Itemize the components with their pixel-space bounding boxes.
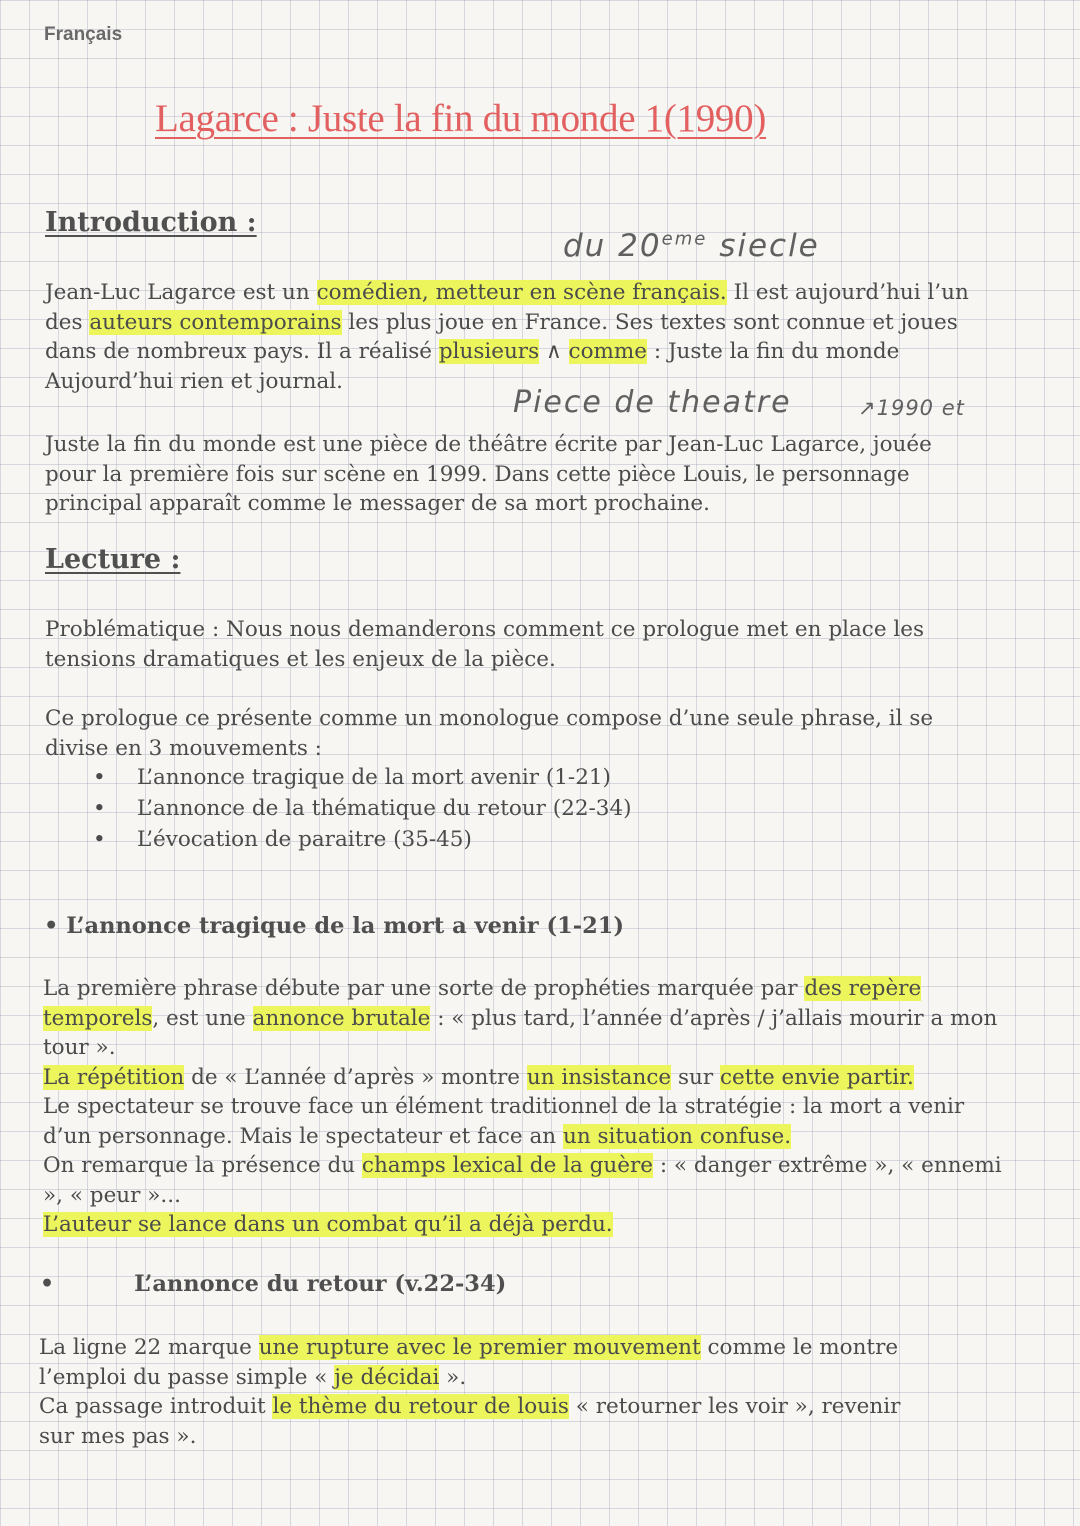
- text: On remarque la présence du: [43, 1153, 362, 1178]
- highlight: champs lexical de la guère: [361, 1153, 653, 1178]
- intro-text: Il est aujourd’hui l’un des: [45, 280, 969, 335]
- highlight: un insistance: [526, 1064, 672, 1090]
- section-2-title-text: L’annonce du retour (v.22-34): [134, 1271, 507, 1297]
- subject-label: Français: [44, 24, 123, 45]
- highlight: L’auteur se lance dans un combat qu’il a déjà perdu.: [43, 1212, 613, 1237]
- section-1-body: [43, 974, 1003, 1240]
- handnote-century-word: siecle: [719, 228, 820, 264]
- highlight: un situation confuse.: [562, 1123, 792, 1149]
- highlight: cette envie partir.: [719, 1064, 914, 1090]
- highlight: auteurs contemporains: [89, 309, 342, 335]
- section-2-sentence-2: [39, 1392, 939, 1451]
- text: ».: [439, 1364, 467, 1390]
- section-1-sentence-4: [43, 1151, 1003, 1210]
- handnote-date: ↗1990 et: [858, 396, 965, 420]
- text: « retourner les voir », revenir sur mes pas ».: [39, 1394, 901, 1449]
- section-1-title-text: L’annonce tragique de la mort a venir (1-21): [66, 913, 625, 939]
- text: La ligne 22 marque: [39, 1335, 259, 1360]
- lecture-heading: Lecture :: [45, 544, 181, 575]
- section-2-body: [39, 1333, 939, 1451]
- bullet: •: [40, 1271, 55, 1297]
- section-1-sentence-1: [43, 974, 1003, 1063]
- section-1-title: [44, 913, 624, 939]
- text: Ca passage introduit: [39, 1394, 273, 1419]
- highlight: comédien, metteur en scène français.: [316, 280, 727, 305]
- intro-paragraph-2: Juste la fin du monde est une pièce de théâtre écrite par Jean-Luc Lagarce, jouée pour la première fois sur scène en 1999. Dans cette pièce Louis, le personnage principal apparaît comme le messager de sa mort prochaine.: [45, 432, 932, 516]
- text: comme le montre l’emploi du passe simple «: [39, 1335, 899, 1390]
- problematique: Problématique : Nous nous demanderons comment ce prologue met en place les tensions dramatiques et les enjeux de la pièce.: [45, 617, 925, 672]
- section-1-sentence-2: [43, 1063, 1003, 1093]
- section-1-sentence-5: [43, 1210, 1003, 1240]
- section-1-sentence-3: [43, 1092, 1003, 1151]
- highlight: comme: [568, 339, 648, 364]
- highlight: le thème du retour de louis: [272, 1394, 569, 1419]
- list-item: • L’annonce tragique de la mort avenir (1-21): [45, 762, 632, 793]
- text: sur: [671, 1064, 720, 1090]
- text: Le spectateur se trouve face un élément traditionnel de la stratégie : la mort a venir d’un personnage. Mais le spectateur et face an: [43, 1094, 965, 1149]
- section-2-sentence-1: [39, 1333, 939, 1392]
- section-2-title: [40, 1271, 506, 1297]
- handnote-piece: Piece de theatre: [513, 385, 792, 420]
- movement-list: [45, 762, 632, 855]
- text: La première phrase débute par une sorte de prophéties marquée par: [43, 976, 805, 1001]
- highlight: une rupture avec le premier mouvement: [258, 1335, 701, 1360]
- text: de « L’année d’après » montre: [184, 1064, 527, 1090]
- bullet: •: [44, 913, 59, 939]
- list-item: • L’annonce de la thématique du retour (22-34): [45, 793, 632, 824]
- highlight: annonce brutale: [252, 1005, 431, 1031]
- handnote-century-text: du 20: [563, 228, 662, 264]
- highlight: des repère temporels: [43, 976, 922, 1031]
- insertion-caret: ∧: [545, 339, 562, 364]
- intro-heading: Introduction :: [45, 207, 257, 238]
- structure-intro: Ce prologue ce présente comme un monologue compose d’une seule phrase, il se divise en 3 mouvements :: [45, 706, 934, 761]
- handnote-century-sup: eme: [661, 228, 708, 250]
- highlight: La répétition: [43, 1064, 185, 1090]
- intro-text: Jean-Luc Lagarce est un: [45, 280, 317, 305]
- handnote-century: [563, 228, 820, 264]
- intro-paragraph-1: [45, 278, 985, 396]
- intro-text: les plus joue en France. Ses textes sont connue et joues dans de nombreux pays. Il a réalisé: [45, 309, 958, 364]
- text: : « plus tard, l’année d’après / j’allais mourir a mon tour ».: [43, 1005, 998, 1060]
- text: : « danger extrême », « ennemi », « peur »...: [43, 1153, 1002, 1208]
- list-item: • L’évocation de paraitre (35-45): [45, 824, 632, 855]
- highlight: je décidai: [334, 1364, 440, 1390]
- intro-text: : Juste la fin du monde Aujourd’hui rien et journal.: [45, 339, 900, 394]
- page-title: Lagarce : Juste la fin du monde 1(1990): [155, 97, 767, 140]
- highlight: plusieurs: [438, 339, 540, 364]
- text: , est une: [152, 1005, 253, 1031]
